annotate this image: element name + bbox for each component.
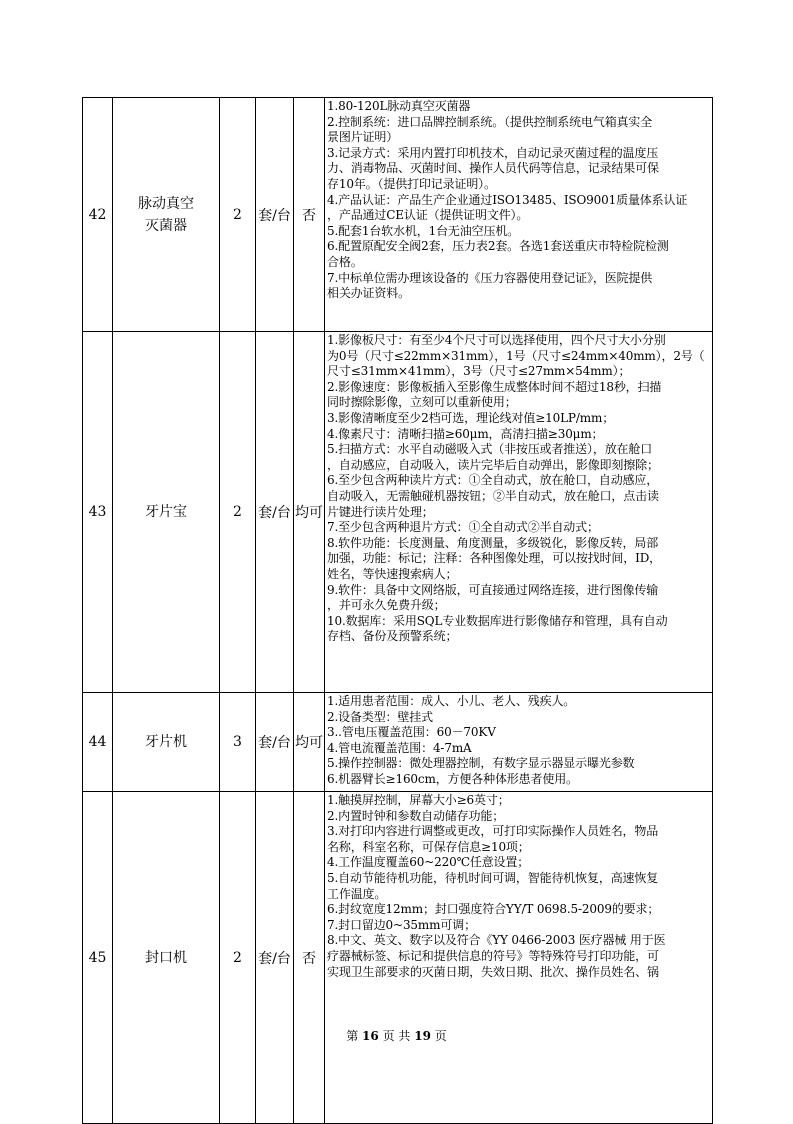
requirement-line: 6.机器臂长≥160cm，方便各种体形患者使用。: [327, 771, 578, 786]
requirement-line: 1.影像板尺寸：有至少4个尺寸可以选择使用，四个尺寸大小分别: [327, 333, 666, 347]
requirement-line: 10.数据库：采用SQL专业数据库进行影像储存和管理，具有自动: [327, 613, 668, 628]
requirement-line: 5.扫描方式：水平自动磁吸入式（非按压或者推送），放在舱口: [327, 442, 653, 457]
requirement-line: 6.封纹宽度12mm；封口强度符合YY/T 0698.5-2009的要求；: [327, 902, 660, 917]
unit: 套/台: [256, 693, 294, 792]
device-name-line: 牙片宝: [145, 504, 187, 520]
requirement-line: 4.产品认证：产品生产企业通过ISO13485、ISO9001质量体系认证: [327, 192, 688, 207]
footer-middle: 页 共: [382, 1029, 411, 1043]
import-status: 否: [294, 98, 325, 332]
requirement-line: 3.记录方式：采用内置打印机技术，自动记录灭菌过程的温度压: [327, 145, 659, 160]
item-number: 42: [83, 98, 113, 332]
quantity: 2: [220, 792, 256, 1124]
requirement-line: 2.内置时钟和参数自动储存功能；: [327, 808, 505, 823]
footer-prefix: 第: [346, 1029, 359, 1043]
requirement-line: 1.80-120L脉动真空灭菌器: [327, 99, 471, 113]
requirement-line: 7.封口留边0~35mm可调；: [327, 917, 476, 932]
requirement-line: 8.中文、英文、数字以及符合《YY 0466-2003 医疗器械 用于医: [327, 933, 666, 948]
unit: 套/台: [256, 792, 294, 1124]
requirement-line: 疗器械标签、标记和提供信息的符号》等特殊符号打印功能，可: [327, 948, 659, 963]
unit: 套/台: [256, 98, 294, 332]
import-status: 均可: [294, 693, 325, 792]
quantity: 2: [220, 98, 256, 332]
requirement-line: 存档、备份及预警系统；: [327, 629, 458, 644]
requirement-line: 相关办证资料。: [327, 286, 410, 301]
spec-row: [83, 332, 713, 693]
spec-row: [83, 792, 713, 1124]
requirement-line: 加强，功能：标记；注释：各种图像处理，可以按找时间，ID，: [327, 551, 662, 566]
current-page-number: 16: [362, 1029, 379, 1043]
requirement-line: 3..管电压覆盖范围：60－70KV: [327, 725, 496, 740]
item-number: 45: [83, 792, 113, 1124]
requirement-line: 3.影像清晰度至少2档可选，理论线对值≥10LP/mm；: [327, 410, 615, 425]
requirement-line: 6.配置原配安全阀2套，压力表2套。各选1套送重庆市特检院检测: [327, 239, 669, 254]
requirement-line: 力、消毒物品、灭菌时间、操作人员代码等信息，记录结果可保: [327, 161, 659, 176]
item-number: 44: [83, 693, 113, 792]
spec-row: [83, 693, 713, 792]
requirement-line: 合格。: [327, 254, 363, 269]
device-name: [113, 332, 220, 693]
requirement-line: 自动吸入，无需触碰机器按钮；②半自动式，放在舱口，点击读: [327, 488, 659, 503]
requirement-line: 5.自动节能待机功能，待机时间可调，智能待机恢复，高速恢复: [327, 870, 659, 885]
page-footer: [0, 1028, 793, 1044]
requirement-line: 7.中标单位需办理该设备的《压力容器使用登记证》，医院提供: [327, 270, 653, 285]
requirements: [325, 693, 713, 792]
requirement-line: 工作温度。: [327, 886, 387, 901]
footer-suffix: 页: [434, 1029, 447, 1043]
requirement-line: 为0号（尺寸≤22mm×31mm），1号（尺寸≤24mm×40mm），2号（: [327, 348, 705, 363]
device-name: [113, 693, 220, 792]
requirement-line: 4.管电流覆盖范围：4-7mA: [327, 740, 472, 755]
requirement-line: 存10年。（提供打印记录证明）。: [327, 176, 496, 191]
total-page-number: 19: [414, 1029, 431, 1043]
device-name: [113, 792, 220, 1124]
requirement-line: 名称，科室名称，可保存信息≥10项；: [327, 839, 530, 854]
device-name-line: 脉动真空: [138, 195, 194, 212]
requirement-line: 3.对打印内容进行调整或更改，可打印实际操作人员姓名，物品: [327, 824, 659, 839]
item-number: 43: [83, 332, 113, 693]
requirement-line: 5.操作控制器：微处理器控制，有数字显示器显示曝光参数: [327, 756, 635, 771]
requirements: [325, 332, 713, 693]
requirement-line: 1.触摸屏控制，屏幕大小≥6英寸；: [327, 793, 510, 807]
device-name: [113, 98, 220, 332]
requirement-line: 尺寸≤31mm×41mm），3号（尺寸≤27mm×54mm）；: [327, 364, 631, 379]
requirement-line: 7.至少包含两种退片方式：①全自动式②半自动式；: [327, 520, 599, 535]
requirement-line: 1.适用患者范围：成人、小儿、老人、残疾人。: [327, 694, 576, 708]
requirements: [325, 98, 713, 332]
spec-row: [83, 98, 713, 332]
quantity: 3: [220, 693, 256, 792]
requirement-line: 姓名，等快速搜索病人；: [327, 566, 458, 581]
import-status: 否: [294, 792, 325, 1124]
requirement-line: 片键进行读片处理；: [327, 504, 434, 519]
requirement-line: 4.工作温度覆盖60~220℃任意设置；: [327, 855, 530, 870]
requirement-line: 2.控制系统：进口品牌控制系统。（提供控制系统电气箱真实全: [327, 114, 653, 129]
requirement-line: 6.至少包含两种读片方式：①全自动式，放在舱口，自动感应，: [327, 473, 659, 488]
requirement-line: 9.软件：具备中文网络版，可直接通过网络连接，进行图像传输: [327, 582, 659, 597]
device-name-line: 牙片机: [145, 734, 187, 750]
quantity: 2: [220, 332, 256, 693]
requirement-line: 5.配套1台软水机，1台无油空压机。: [327, 223, 520, 238]
requirement-line: 2.影像速度：影像板插入至影像生成整体时间不超过18秒，扫描: [327, 379, 662, 394]
requirements: [325, 792, 713, 1124]
requirement-line: 实现卫生部要求的灭菌日期，失效日期、批次、操作员姓名、锅: [327, 964, 659, 979]
unit: 套/台: [256, 332, 294, 693]
requirement-line: 4.像素尺寸：清晰扫描≥60μm，高清扫描≥30μm；: [327, 426, 604, 441]
device-name-line: 封口机: [145, 949, 187, 966]
spec-table: [82, 97, 713, 1124]
requirement-line: ，自动感应，自动吸入，读片完毕后自动弹出，影像即刻擦除；: [327, 457, 659, 472]
requirement-line: 2.设备类型：壁挂式: [327, 709, 433, 724]
requirement-line: ，产品通过CE认证（提供证明文件）。: [327, 208, 529, 223]
requirement-line: 景图片证明）: [327, 130, 399, 145]
requirement-line: 8.软件功能：长度测量、角度测量，多级锐化，影像反转，局部: [327, 535, 659, 550]
device-name-line: 灭菌器: [145, 217, 187, 234]
import-status: 均可: [294, 332, 325, 693]
requirement-line: ，并可永久免费升级；: [327, 598, 446, 613]
requirement-line: 同时擦除影像，立刻可以重新使用；: [327, 395, 517, 410]
